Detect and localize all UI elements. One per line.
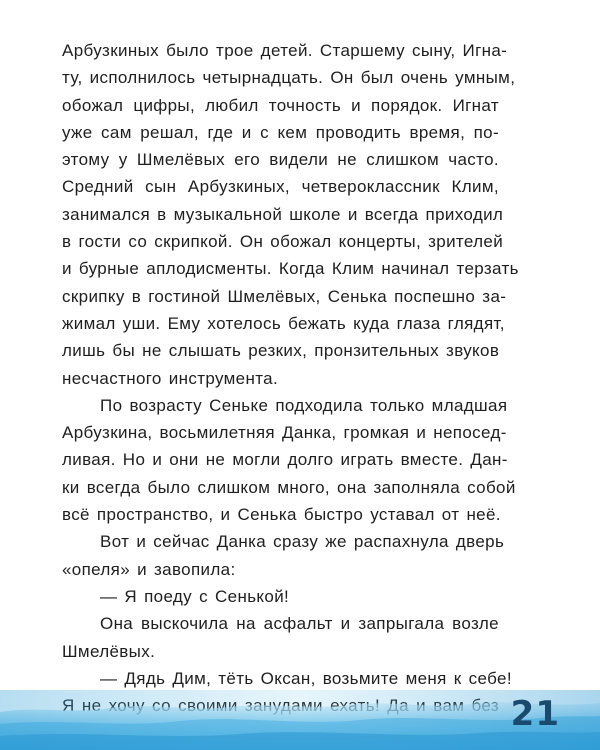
text-line: ту, исполнилось четырнадцать. Он был очень умным,	[62, 68, 516, 88]
text-line: ки всегда было слишком много, она заполняла собой	[62, 477, 516, 497]
text-line: скрипку в гостиной Шмелёвых, Сенька поспешно за-	[62, 286, 507, 306]
page-text	[62, 37, 519, 719]
text-line: всё пространство, и Сенька быстро уставал от неё.	[62, 505, 501, 525]
text-line: «опеля» и завопила:	[62, 559, 236, 579]
text-line: Вот и сейчас Данка сразу же распахнула дверь	[100, 532, 505, 552]
text-line: занимался в музыкальной школе и всегда приходил	[62, 204, 504, 224]
text-line: Средний сын Арбузкиных, четвероклассник Клим,	[62, 177, 499, 197]
text-line: несчастного инструмента.	[62, 368, 279, 388]
text-line: ливая. Но и они не могли долго играть вместе. Дан-	[62, 450, 508, 470]
text-line: Шмелёвых.	[62, 641, 156, 661]
page-number: 21	[510, 694, 560, 734]
text-line: обожал цифры, любил точность и порядок. Игнат	[62, 95, 499, 115]
text-line: Арбузкиных было трое детей. Старшему сыну, Игна-	[62, 41, 508, 60]
text-line: жимал уши. Ему хотелось бежать куда глаза глядят,	[62, 313, 505, 333]
text-line: Она выскочила на асфальт и запрыгала возле	[100, 614, 499, 634]
text-line: По возрасту Сеньке подходила только младшая	[100, 395, 508, 415]
text-line: — Дядь Дим, тёть Оксан, возьмите меня к себе!	[100, 668, 512, 688]
text-line: Арбузкина, восьмилетняя Данка, громкая и непосед-	[62, 423, 507, 443]
text-line: в гости со скрипкой. Он обожал концерты, зрителей	[62, 232, 504, 252]
text-line: и бурные аплодисменты. Когда Клим начинал терзать	[62, 259, 519, 279]
text-line: этому у Шмелёвых его видели не слишком часто.	[62, 150, 499, 170]
text-line: уже сам решал, где и с кем проводить время, по-	[62, 122, 499, 142]
text-line: лишь бы не слышать резких, пронзительных звуков	[62, 341, 500, 361]
text-line: — Я поеду с Сенькой!	[100, 586, 290, 606]
